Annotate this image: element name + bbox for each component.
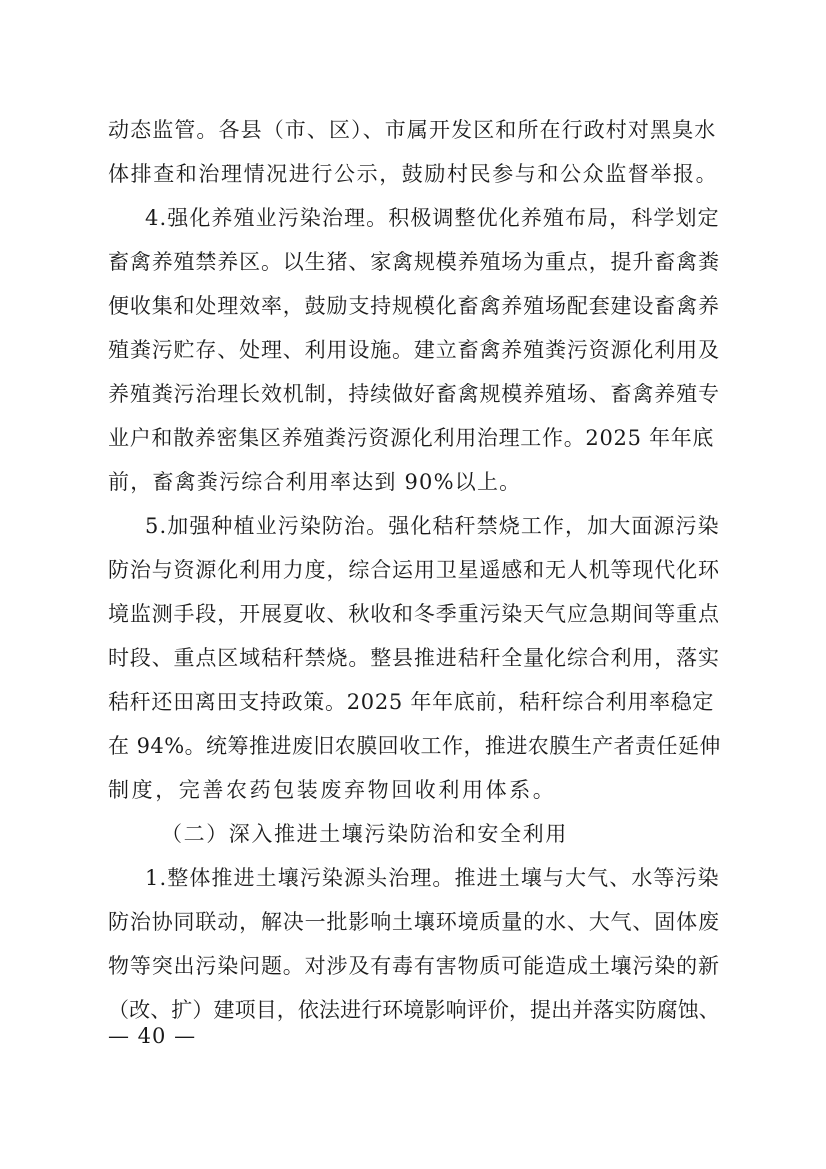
text-line: 养殖粪污治理长效机制，持续做好畜禽规模养殖场、畜禽养殖专 bbox=[108, 382, 720, 406]
text-line: （改、扩）建项目，依法进行环境影响评价，提出并落实防腐蚀、 bbox=[108, 998, 720, 1022]
paragraph-start-line: 1.整体推进土壤污染源头治理。推进土壤与大气、水等污染 bbox=[145, 866, 720, 890]
text-line: 体排查和治理情况进行公示，鼓励村民参与和公众监督举报。 bbox=[108, 162, 719, 186]
text-line: 秸秆还田离田支持政策。2025 年年底前，秸秆综合利用率稳定 bbox=[108, 690, 715, 714]
text-line: 在 94%。统筹推进废旧农膜回收工作，推进农膜生产者责任延伸 bbox=[108, 734, 721, 758]
text-line: 便收集和处理效率，鼓励支持规模化畜禽养殖场配套建设畜禽养 bbox=[108, 294, 720, 318]
text-line: 制度，完善农药包装废弃物回收利用体系。 bbox=[108, 778, 557, 802]
paragraph-start-line: 5.加强种植业污染防治。强化秸秆禁烧工作，加大面源污染 bbox=[145, 514, 720, 538]
text-line: 殖粪污贮存、处理、利用设施。建立畜禽养殖粪污资源化利用及 bbox=[108, 338, 720, 362]
text-line: 防治与资源化利用力度，综合运用卫星遥感和无人机等现代化环 bbox=[108, 558, 720, 582]
text-line: 防治协同联动，解决一批影响土壤环境质量的水、大气、固体废 bbox=[108, 910, 720, 934]
text-line: 畜禽养殖禁养区。以生猪、家禽规模养殖场为重点，提升畜禽粪 bbox=[108, 250, 720, 274]
text-line: 前，畜禽粪污综合利用率达到 90%以上。 bbox=[108, 470, 522, 494]
text-line: 物等突出污染问题。对涉及有毒有害物质可能造成土壤污染的新 bbox=[108, 954, 720, 978]
text-line: 境监测手段，开展夏收、秋收和冬季重污染天气应急期间等重点 bbox=[108, 602, 720, 626]
text-line: 业户和散养密集区养殖粪污资源化利用治理工作。2025 年年底 bbox=[108, 426, 715, 450]
paragraph-start-line: 4.强化养殖业污染治理。积极调整优化养殖布局，科学划定 bbox=[145, 206, 720, 230]
page-number: — 40 — bbox=[108, 1024, 197, 1048]
text-line: 动态监管。各县（市、区）、市属开发区和所在行政村对黑臭水 bbox=[108, 118, 717, 142]
text-line: 时段、重点区域秸秆禁烧。整县推进秸秆全量化综合利用，落实 bbox=[108, 646, 720, 670]
section-heading: （二）深入推进土壤污染防治和安全利用 bbox=[161, 822, 568, 846]
